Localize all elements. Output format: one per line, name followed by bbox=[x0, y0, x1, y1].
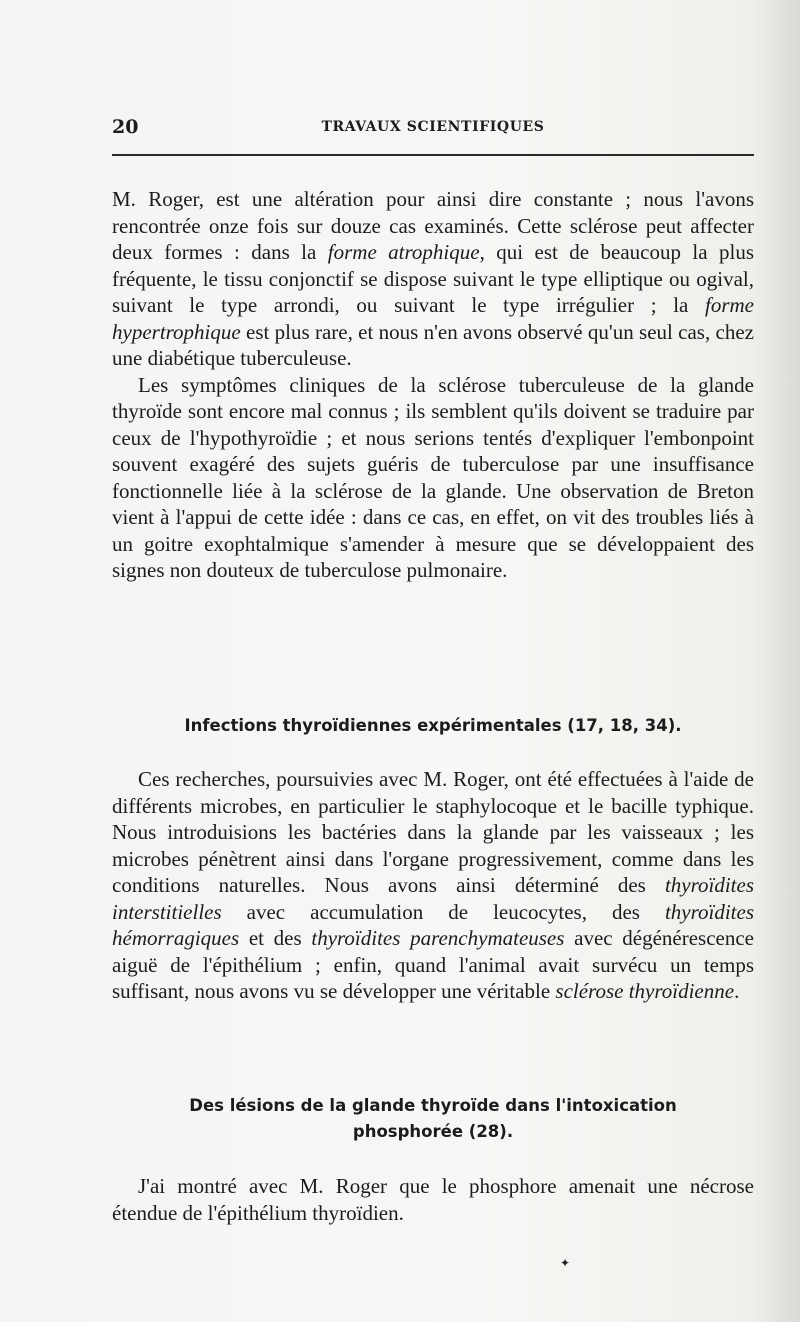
ink-mark: ✦ bbox=[560, 1256, 571, 1270]
section-heading-phosphore bbox=[112, 1093, 754, 1145]
heading-line-2: phosphorée (28). bbox=[352, 1122, 514, 1141]
section-heading-infections: Infections thyroïdiennes expérimentales (17, 18, 34). bbox=[184, 716, 682, 735]
paragraph-phosphore: J'ai montré avec M. Roger que le phosphore amenait une nécrose étendue de l'épithélium thyroïdien. bbox=[112, 1174, 754, 1225]
page-header bbox=[112, 116, 754, 144]
heading-line-1: Des lésions de la glande thyroïde dans l'intoxication bbox=[189, 1096, 677, 1115]
paragraph-sclerose-forms: M. Roger, est une altération pour ainsi dire constante ; nous l'avons rencontrée onze fois sur douze cas examinés. Cette sclérose peut affecter deux formes : dans la forme atrophique, qui est de beaucoup la plus fréquente, le tissu conjonctif se dispose suivant le type elliptique ou ogival, suivant le type arrondi, ou suivant le type irrégulier ; la forme hypertrophique est plus rare, et nous n'en avons observé qu'un seul cas, chez une diabétique tuberculeuse. bbox=[112, 187, 754, 370]
section-sclerose bbox=[112, 186, 754, 584]
header-rule bbox=[112, 154, 754, 156]
page-number: 20 bbox=[112, 116, 139, 138]
paragraph-infections: Ces recherches, poursuivies avec M. Roger, ont été effectuées à l'aide de différents microbes, en particulier le staphylocoque et le bacille typhique. Nous introduisions les bactéries dans la glande par les vaisseaux ; les microbes pénètrent ainsi dans l'organe progressivement, comme dans les conditions naturelles. Nous avons ainsi déterminé des thyroïdites interstitielles avec accumulation de leucocytes, des thyroïdites hémorragiques et des thyroïdites parenchymateuses avec dégénérescence aiguë de l'épithélium ; enfin, quand l'animal avait survécu un temps suffisant, nous avons vu se développer une véritable sclérose thyroïdienne. bbox=[112, 767, 754, 1003]
paragraph-symptoms: Les symptômes cliniques de la sclérose tuberculeuse de la glande thyroïde sont encore mal connus ; ils semblent qu'ils doivent se traduire par ceux de l'hypothyroïdie ; et nous serions tentés d'expliquer l'embonpoint souvent exagéré des sujets guéris de tuberculose par une insuffisance fonctionnelle liée à la sclérose de la glande. Une observation de Breton vient à l'appui de cette idée : dans ce cas, en effet, on vit des troubles liés à un goitre exophtalmique s'amender à mesure que se développaient des signes non douteux de tuberculose pulmonaire. bbox=[112, 372, 754, 582]
running-title: TRAVAUX SCIENTIFIQUES bbox=[321, 119, 545, 135]
